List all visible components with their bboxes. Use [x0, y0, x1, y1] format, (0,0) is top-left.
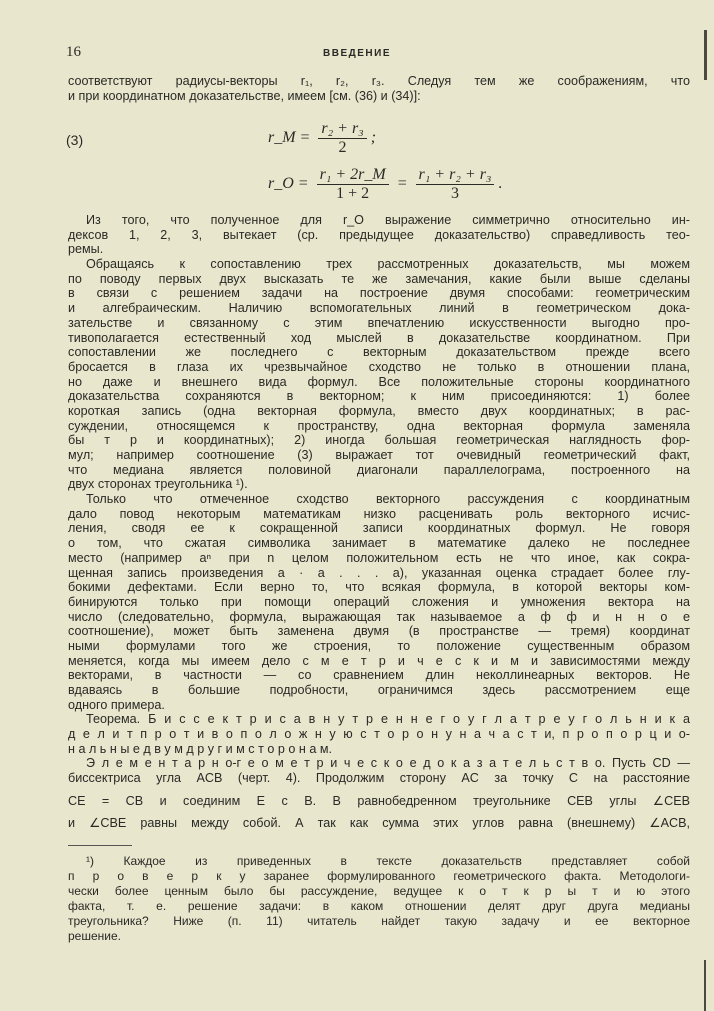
running-title: ВВЕДЕНИЕ [323, 48, 391, 59]
text-line: Э л е м е н т а р н о-г е о м е т р и ч е с к о е д о к а з а т е л ь с т в о. Пусть CD — [86, 756, 690, 771]
text-line: биссектриса угла ACB (черт. 4). Продолжим сторону AC за точку C на расстояние [68, 771, 690, 786]
text-line: по поводу первых двух высказать те же замечания, какие были выше сделаны [68, 271, 690, 286]
body-text-tall [68, 790, 690, 834]
text-line: место (например aⁿ при n целом положительном есть не что иное, как сокра- [68, 550, 690, 565]
footnote-line: ¹) Каждое из приведенных в тексте доказательств представляет собой [86, 854, 690, 868]
punct: . [498, 175, 503, 193]
footnote [68, 854, 690, 944]
text-line: Обращаясь к сопоставлению трех рассмотренных доказательств, мы можем [86, 257, 690, 272]
text-line: что медиана является половиной диагонали параллелограма, построенного на [68, 462, 690, 477]
numerator: r₁ + 2r_M [317, 166, 389, 185]
text-line: тивополагается естественный ход мыслей в доказательстве координатном. При [68, 330, 690, 345]
equation-median [268, 120, 376, 157]
text-line: меняется, когда мы имеем дело с м е т р и ч е с к и м и зависимостями между [68, 653, 690, 668]
numerator: r₁ + r₂ + r₃ [416, 166, 495, 185]
text-line: доказательства сохраняются в векторном; к ним присоединяются: 1) более [68, 389, 690, 404]
text-line: вдаваясь в большие подробности, ограничимся здесь рассмотрением еще [68, 683, 690, 697]
text-line: соотношение), может быть заменена двумя (в пространстве — тремя) координат [68, 624, 690, 639]
page-edge-shadow [704, 960, 706, 1011]
text-line: сопоставлении же последнего с векторным доказательством прежде всего [68, 345, 690, 360]
text-line: число (следовательно, формула, выражающая так называемое а ф ф и н н о е [68, 609, 690, 624]
text-line: и ∠CBE равны между собой. А так как сумма этих углов равна (внешнему) ∠ACB, [68, 816, 690, 830]
text-line: н а л ь н ы е д в у м д р у г и м с т о р о н а м. [68, 741, 332, 756]
footnote-line: треугольника? Ниже (п. 11) читатель найдет такую задачу и ее векторное [68, 914, 690, 928]
fraction [416, 166, 495, 203]
denominator: 2 [338, 139, 347, 156]
text-line: и при координатном доказательстве, имеем [см. (36) и (34)]: [68, 88, 421, 103]
text-line: векторами, в частности — со сравнением длин неколлинеарных векторов. Не [68, 668, 690, 683]
text-line: бросается в глаза их чрезвычайное сходство не только в отношении плана, [68, 359, 690, 374]
footnote-rule [68, 845, 132, 846]
text-line: и алгебраическим. Наличию вспомогательных линий в геометрическом дока- [68, 301, 690, 316]
eq-lhs: r_O = [268, 175, 309, 193]
text-line: одного примера. [68, 697, 165, 712]
punct: ; [370, 129, 377, 147]
text-line: мул; например соотношение (3) выражает тот очевидный геометрический факт, [68, 448, 690, 462]
text-line: дексов 1, 2, 3, вытекает (ср. предыдущее доказательство) справедливость тео- [68, 227, 690, 242]
text-line: двух сторонах треугольника ¹). [68, 477, 248, 492]
text-line: Из того, что полученное для r_O выражение симметрично относительно ин- [86, 213, 690, 227]
eq-lhs: r_M = [268, 129, 311, 147]
text-line: д е л и т п р о т и в о п о л о ж н у ю с т о р о н у н а ч а с т и, п р о п о р ц и о- [68, 727, 690, 742]
text-line: но даже и внешнего вида формул. Все положительные стороны координатного [68, 374, 690, 389]
text-line: в связи с решением задачи на построение двумя способами: геометрическим [68, 286, 690, 301]
text-line: щенная запись произведения a · a . . . a), указанная оценка страдает более глу- [68, 565, 690, 580]
text-line: ления, сводя ее к сокращенной записи координатных формул. Не говоря [68, 521, 690, 536]
text-line: соответствуют радиусы-векторы r₁, r₂, r₃. Следуя тем же соображениям, что [68, 74, 690, 88]
fraction [317, 166, 389, 203]
text-line: CE = CB и соединим E с B. В равнобедренном треугольнике CEB углы ∠CEB [68, 794, 690, 808]
denominator: 3 [451, 185, 459, 202]
text-line: дало повод некоторым математикам низко расценивать роль векторного исчис- [68, 506, 690, 521]
text-line: ными формулами того же строения, то положение существенным образом [68, 638, 690, 653]
text-line: бокими дефектами. Если верно то, что всякая формула, в которой векторы ком- [68, 580, 690, 595]
text-line: бинируются только при помощи операций сложения и умножения вектора на [68, 594, 690, 609]
text-line: бы т р и координатных); 2) иногда большая геометрическая наглядность фор- [68, 433, 690, 448]
numerator: r₂ + r₃ [318, 120, 366, 139]
intro-paragraph [68, 74, 690, 103]
footnote-line: чески более ценным было бы рассуждение, ведущее к о т к р ы т и ю этого [68, 884, 690, 898]
fraction [318, 120, 366, 157]
footnote-line: п р о в е р к у заранее формулированного геометрического факта. Методологи- [68, 869, 690, 883]
text-line: Только что отмеченное сходство векторного рассуждения с координатным [86, 492, 690, 507]
text-line: Теорема. Б и с с е к т р и с а в н у т р е н н е г о у г л а т р е у г о л ь н и к а [86, 712, 690, 727]
denominator: 1 + 2 [336, 185, 370, 202]
equation-centroid [268, 166, 502, 203]
text-line: о том, что сжатая символика занимает в математике далеко не последнее [68, 536, 690, 551]
body-text [68, 213, 690, 786]
equation-number: (3) [66, 132, 84, 148]
text-line: зательстве и связанному с этим впечатлению искусственности выгодно про- [68, 315, 690, 330]
footnote-line: факта, т. е. решение задачи: в каком отношении делят друг друга медианы [68, 899, 690, 913]
equals: = [396, 175, 408, 193]
text-line: ремы. [68, 242, 104, 257]
text-line: короткая запись (одна векторная формула, вместо двух координатных; в рас- [68, 403, 690, 418]
page-number: 16 [66, 44, 81, 60]
text-line: суждении, относящемся к пространству, одна векторная формула заменяла [68, 418, 690, 433]
footnote-line: решение. [68, 929, 121, 943]
page-edge-shadow [704, 30, 707, 80]
